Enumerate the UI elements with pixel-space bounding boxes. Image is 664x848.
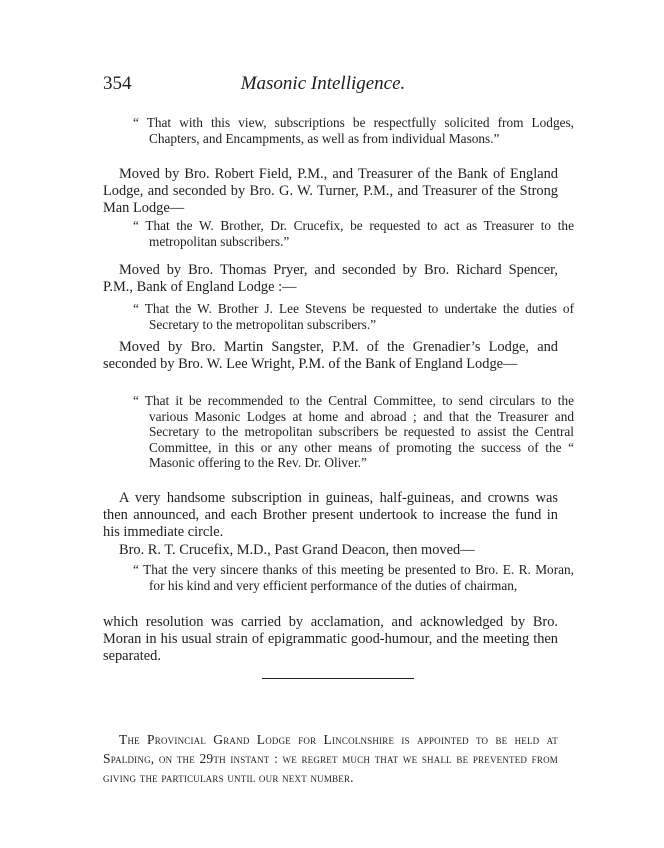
motion-paragraph: Bro. R. T. Crucefix, M.D., Past Grand Deacon, then moved—	[119, 542, 475, 558]
resolution-quote: “ That the very sincere thanks of this meeting be presented to Bro. E. R. Moran, for his kind and very efficient performance of the duties of chairman,	[133, 562, 574, 593]
motion-paragraph: Moved by Bro. Robert Field, P.M., and Treasurer of the Bank of England Lodge, and seconded by Bro. G. W. Turner, P.M., and Treasurer of the Strong Man Lodge—	[103, 166, 558, 216]
resolution-quote: “ That the W. Brother J. Lee Stevens be requested to undertake the duties of Secretary to the metropolitan subscribers.”	[133, 301, 574, 332]
resolution-quote: “ That the W. Brother, Dr. Crucefix, be requested to act as Treasurer to the metropolitan subscribers.”	[133, 218, 574, 249]
closing-paragraph: which resolution was carried by acclamation, and acknowledged by Bro. Moran in his usual strain of epigrammatic good-humour, and the meeting then separated.	[103, 614, 558, 664]
narrative-paragraph: A very handsome subscription in guineas, half-guineas, and crowns was then announced, and each Brother present undertook to increase the fund in his immediate circle.	[103, 490, 558, 540]
page-number: 354	[103, 73, 132, 94]
page-header	[103, 73, 543, 97]
motion-paragraph: Moved by Bro. Thomas Pryer, and seconded by Bro. Richard Spencer, P.M., Bank of England Lodge :—	[103, 262, 558, 295]
resolution-quote: “ That with this view, subscriptions be respectfully solicited from Lodges, Chapters, and Encampments, as well as from individual Masons.”	[133, 115, 574, 146]
running-title: Masonic Intelligence.	[240, 73, 406, 94]
section-divider	[262, 678, 414, 679]
resolution-quote: “ That it be recommended to the Central Committee, to send circulars to the various Masonic Lodges at home and abroad ; and that the Treasurer and Secretary to the metropolitan subscribers be requested to assist the Central Committee, in this or any other means of promoting the success of the “ Masonic offering to the Rev. Dr. Oliver.”	[133, 393, 574, 471]
provincial-notice: The Provincial Grand Lodge for Lincolnshire is appointed to be held at Spalding, on the 29th instant : we regret much that we shall be prevented from giving the particulars until our next number.	[103, 732, 558, 785]
motion-paragraph: Moved by Bro. Martin Sangster, P.M. of the Grenadier’s Lodge, and seconded by Bro. W. Lee Wright, P.M. of the Bank of England Lodge—	[103, 339, 558, 372]
